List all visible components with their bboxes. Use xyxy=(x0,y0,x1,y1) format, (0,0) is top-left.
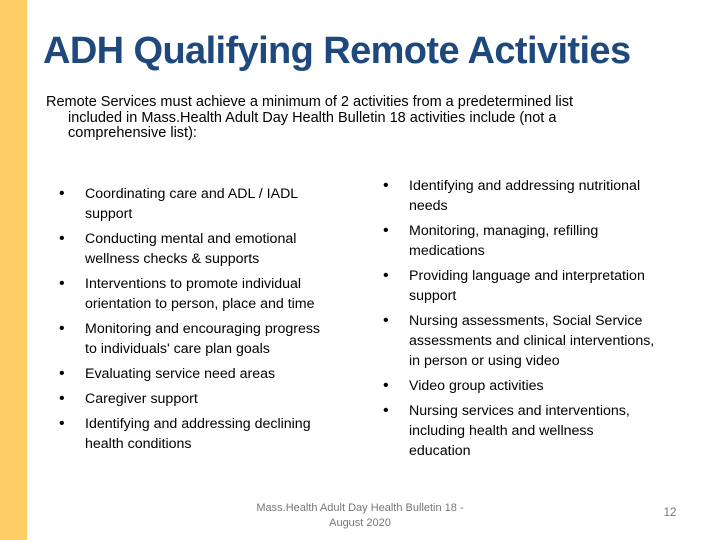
list-item xyxy=(383,376,654,396)
bullet-icon: • xyxy=(383,267,389,284)
list-item-text: education xyxy=(409,443,471,459)
list-item-text: Conducting mental and emotional xyxy=(85,231,297,247)
list-item-text: including health and wellness xyxy=(409,423,594,439)
list-item xyxy=(59,229,320,269)
footer-line: August 2020 xyxy=(329,517,391,529)
list-item-text: Caregiver support xyxy=(85,391,198,407)
list-item-text: Monitoring and encouraging progress xyxy=(85,321,321,337)
bullet-icon: • xyxy=(59,320,65,337)
list-item-text: orientation to person, place and time xyxy=(85,296,315,312)
list-item-text: to individuals' care plan goals xyxy=(85,341,270,357)
footer-citation xyxy=(250,501,470,531)
list-item-text: Evaluating service need areas xyxy=(85,366,276,382)
list-item-text: Coordinating care and ADL / IADL xyxy=(85,186,299,202)
list-item xyxy=(59,274,320,314)
bullet-icon: • xyxy=(59,415,65,432)
list-item xyxy=(59,414,320,454)
bullet-icon: • xyxy=(59,275,65,292)
list-item-text: support xyxy=(85,206,133,222)
intro-line: comprehensive list): xyxy=(68,125,197,141)
bullet-icon: • xyxy=(59,230,65,247)
list-item-text: wellness checks & supports xyxy=(85,251,260,267)
list-item-text: Identifying and addressing declining xyxy=(85,416,311,432)
bullet-icon: • xyxy=(59,390,65,407)
list-item-text: in person or using video xyxy=(409,353,560,369)
list-item xyxy=(383,176,654,216)
intro-line: included in Mass.Health Adult Day Health Bulletin 18 activities include (not a xyxy=(68,109,557,126)
footer-line: Mass.Health Adult Day Health Bulletin 18 - xyxy=(256,502,464,514)
list-item xyxy=(383,311,655,371)
list-item xyxy=(383,401,654,461)
list-item-text: health conditions xyxy=(85,436,192,452)
bullet-icon: • xyxy=(383,222,389,239)
list-item xyxy=(59,184,320,224)
list-item-text: Video group activities xyxy=(409,378,544,394)
bullet-icon: • xyxy=(383,377,389,394)
list-item-text: Interventions to promote individual xyxy=(85,276,302,292)
list-item xyxy=(383,266,654,306)
list-item-text: assessments and clinical interventions, xyxy=(409,333,655,349)
list-item xyxy=(59,319,321,359)
list-item-text: Nursing assessments, Social Service xyxy=(409,313,643,329)
list-item-text: support xyxy=(409,288,457,304)
bullet-icon: • xyxy=(383,312,389,329)
bullet-icon: • xyxy=(59,365,65,382)
page-number: 12 xyxy=(663,507,677,519)
intro-line: Remote Services must achieve a minimum of 2 activities from a predetermined list xyxy=(46,94,574,110)
list-item-text: Identifying and addressing nutritional xyxy=(409,178,641,194)
accent-bar xyxy=(0,0,27,540)
list-item-text: needs xyxy=(409,198,448,214)
list-item-text: Providing language and interpretation xyxy=(409,268,645,284)
bullet-icon: • xyxy=(59,185,65,202)
slide-title: ADH Qualifying Remote Activities xyxy=(43,30,631,72)
bullet-icon: • xyxy=(383,402,389,419)
list-item xyxy=(59,364,320,384)
list-item xyxy=(383,221,654,261)
bullet-icon: • xyxy=(383,177,389,194)
list-item-text: Nursing services and interventions, xyxy=(409,403,630,419)
intro-text xyxy=(46,95,696,142)
list-item-text: medications xyxy=(409,243,485,259)
list-item xyxy=(59,389,320,409)
left-activity-list xyxy=(59,184,321,459)
list-item-text: Monitoring, managing, refilling xyxy=(409,223,599,239)
right-activity-list xyxy=(383,176,655,466)
